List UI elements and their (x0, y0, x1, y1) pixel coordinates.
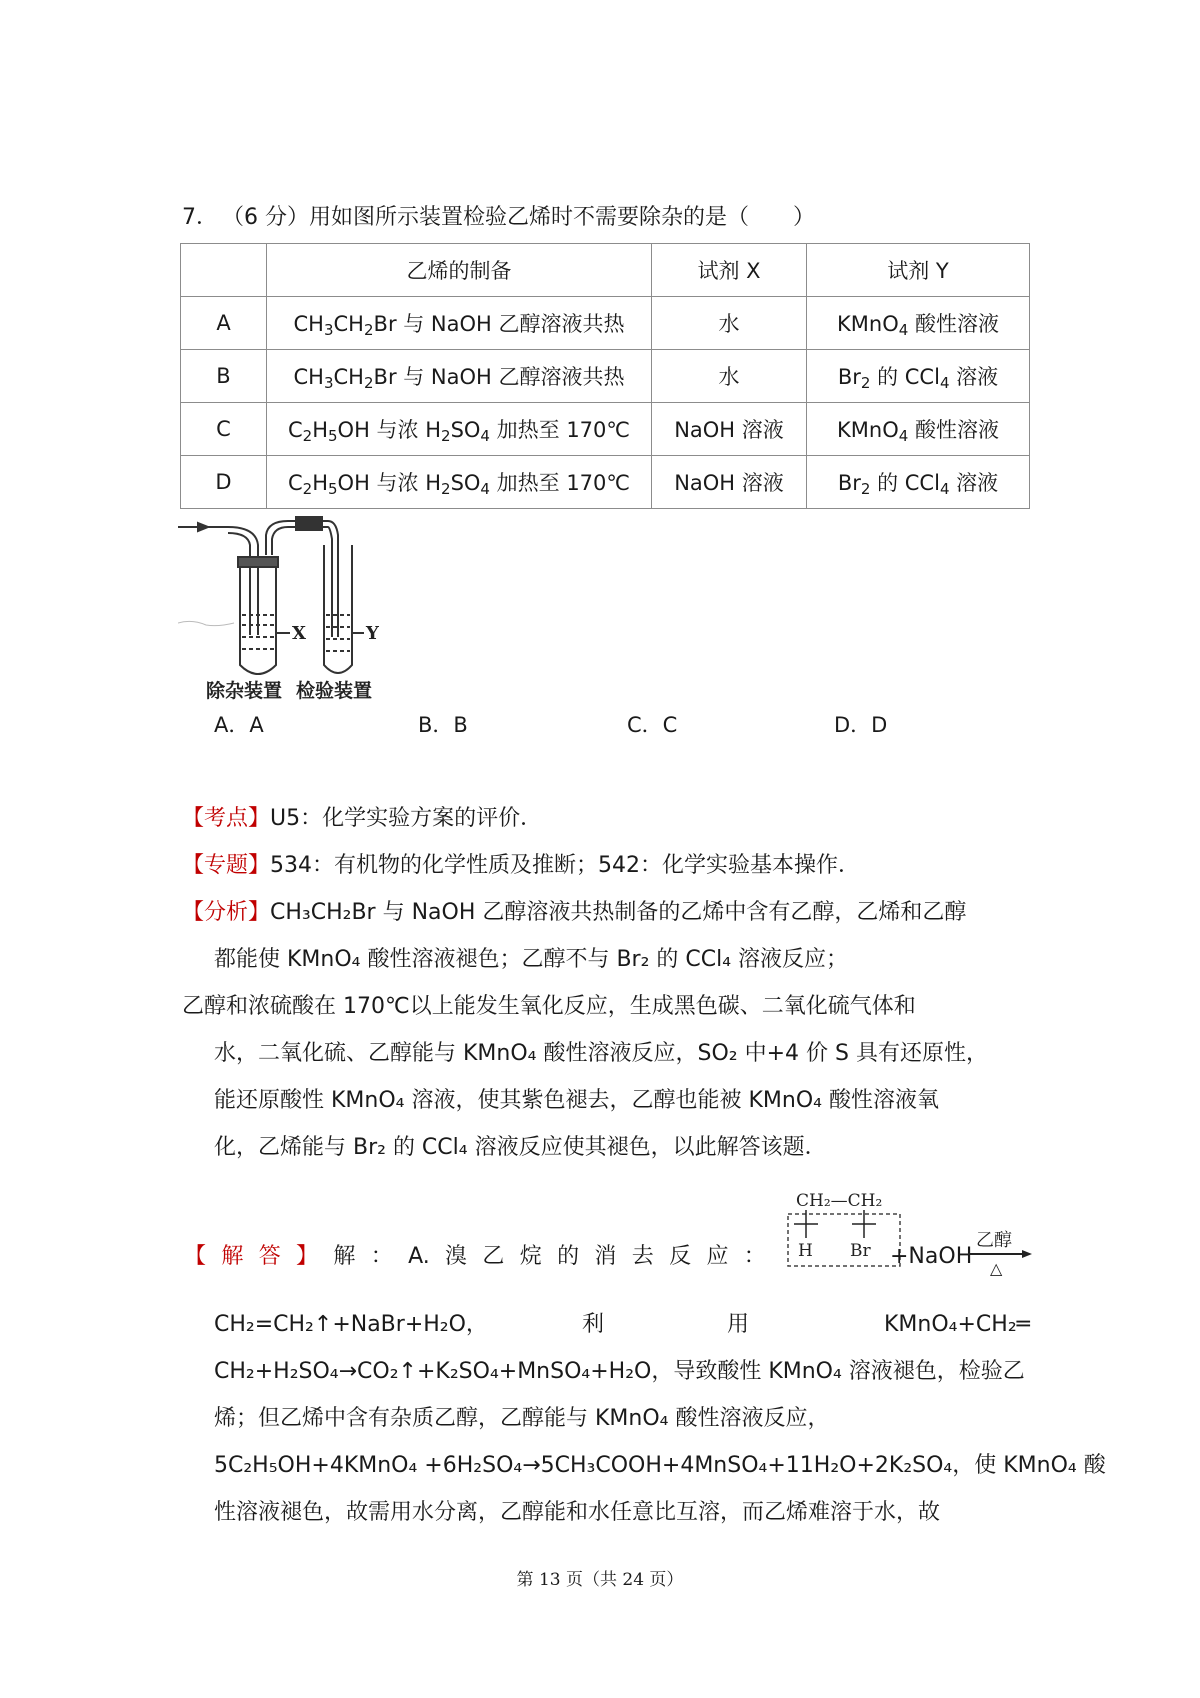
jieda-l1b: 利 (582, 1312, 605, 1337)
row-label: A (181, 297, 267, 350)
fenxi-line-1 (182, 898, 966, 928)
arrow-top: 乙醇 (976, 1230, 1012, 1251)
subscript: 4 (480, 480, 490, 498)
preparation-cell (267, 403, 652, 456)
formula-text: CH (293, 365, 324, 389)
subscript: 2 (441, 480, 451, 498)
preparation-cell (267, 456, 652, 509)
reaction-arrow (966, 1226, 1036, 1286)
jieda-char: 应 (706, 1244, 729, 1269)
formula-text: C (287, 471, 303, 495)
question-table (180, 243, 1030, 509)
question-stem: （6 分）用如图所示装置检验乙烯时不需要除杂的是（ ） (222, 205, 815, 230)
formula-text: Br (837, 365, 861, 389)
label-y: Y (366, 623, 379, 644)
subscript: 3 (323, 321, 334, 339)
formula-text: H (312, 471, 328, 495)
option-a: A．A (214, 713, 264, 737)
option-d: D．D (834, 713, 888, 737)
struct-h: H (798, 1241, 813, 1261)
formula-text: 的 CCl (870, 471, 940, 495)
formula-text: CH (293, 312, 324, 336)
subscript: 4 (939, 374, 950, 392)
question-number: 7． (182, 205, 218, 230)
formula-text: KMnO (837, 418, 899, 442)
subscript: 2 (302, 427, 313, 445)
subscript: 2 (441, 427, 451, 445)
formula-text: H (312, 418, 328, 442)
table-row (181, 456, 1030, 509)
formula-text: OH 与浓 H (337, 418, 442, 442)
subscript: 3 (323, 374, 334, 392)
formula-text: CH (333, 365, 364, 389)
formula-text: SO (450, 471, 481, 495)
subscript: 5 (328, 427, 338, 445)
preparation-cell (267, 350, 652, 403)
jieda-char: 乙 (482, 1244, 505, 1269)
table-header-cell: 试剂 X (652, 244, 807, 297)
formula-text: C (287, 418, 303, 442)
formula-text: 加热至 170℃ (489, 418, 630, 442)
naoh-text: +NaOH (890, 1244, 973, 1269)
jieda-tag-c2: 答 (258, 1244, 281, 1269)
row-label: B (181, 350, 267, 403)
zhuanti-line (182, 851, 860, 881)
kaodian-text: U5：化学实验方案的评价． (270, 806, 543, 831)
subscript: 4 (898, 321, 909, 339)
reagent-y-cell (807, 350, 1030, 403)
reagent-y-cell (807, 456, 1030, 509)
subscript: 2 (860, 480, 871, 498)
jieda-l1c: 用 (727, 1312, 750, 1337)
table-header-cell: 试剂 Y (807, 244, 1030, 297)
jieda-line (184, 1242, 766, 1272)
struct-top: CH₂—CH₂ (796, 1191, 883, 1211)
jieda-l1a: CH₂=CH₂↑+NaBr+H₂O， (214, 1312, 488, 1337)
subscript: 2 (363, 321, 374, 339)
jieda-tag-close: 】 (296, 1244, 319, 1269)
fenxi-text-1: CH₃CH₂Br 与 NaOH 乙醇溶液共热制备的乙烯中含有乙醇，乙烯和乙醇 (270, 900, 967, 925)
table-header-cell: 乙烯的制备 (267, 244, 652, 297)
formula-text: CH (333, 312, 364, 336)
subscript: 4 (939, 480, 950, 498)
table-row (181, 297, 1030, 350)
table-row (181, 350, 1030, 403)
formula-text: SO (450, 418, 481, 442)
jieda-char: ： (370, 1244, 393, 1269)
subscript: 4 (898, 427, 909, 445)
zhuanti-tag: 【专题】 (182, 853, 271, 878)
formula-text: 的 CCl (870, 365, 940, 389)
jieda-line-3: 烯；但乙烯中含有杂质乙醇，乙醇能与 KMnO₄ 酸性溶液反应， (214, 1406, 830, 1431)
preparation-cell (267, 297, 652, 350)
page-footer: 第 13 页（共 24 页） (516, 1570, 684, 1590)
option-b: B．B (418, 713, 468, 737)
subscript: 5 (328, 480, 338, 498)
jieda-l1d: KMnO₄+CH₂═ (884, 1312, 1030, 1337)
formula-text: 溶液 (949, 471, 999, 495)
jieda-char: 的 (557, 1244, 580, 1269)
jieda-char: 解 (333, 1244, 356, 1269)
table-header-cell (181, 244, 267, 297)
formula-text: 溶液 (949, 365, 999, 389)
option-c: C．C (627, 713, 678, 737)
formula-text: 酸性溶液 (908, 312, 999, 336)
jieda-line-4: 5C₂H₅OH+4KMnO₄ +6H₂SO₄→5CH₃COOH+4MnSO₄+11H₂O+2K₂SO₄，使 KMnO₄ 酸 (214, 1453, 1106, 1478)
fenxi-line-2: 都能使 KMnO₄ 酸性溶液褪色；乙醇不与 Br₂ 的 CCl₄ 溶液反应； (214, 947, 849, 972)
fenxi-line-3: 乙醇和浓硫酸在 170℃以上能发生氧化反应，生成黑色碳、二氧化硫气体和 (182, 994, 916, 1019)
reagent-x-cell: 水 (652, 350, 807, 403)
table-row (181, 403, 1030, 456)
reagent-x-cell: 水 (652, 297, 807, 350)
table-header-row (181, 244, 1030, 297)
subscript: 2 (363, 374, 374, 392)
jieda-char: 反 (669, 1244, 692, 1269)
reagent-y-cell (807, 297, 1030, 350)
formula-text: Br 与 NaOH 乙醇溶液共热 (373, 312, 625, 336)
kaodian-line (182, 804, 542, 834)
label-x: X (292, 623, 306, 644)
jieda-line-2: CH₂+H₂SO₄→CO₂↑+K₂SO₄+MnSO₄+H₂O，导致酸性 KMnO₄ 溶液褪色，检验乙 (214, 1359, 1025, 1384)
formula-text: OH 与浓 H (337, 471, 442, 495)
caption-right: 检验装置 (296, 680, 373, 702)
jieda-char: A. (408, 1244, 430, 1269)
jieda-char: 溴 (445, 1244, 468, 1269)
jieda-tag-open: 【 (184, 1244, 207, 1269)
row-label: C (181, 403, 267, 456)
fenxi-line-4: 水，二氧化硫、乙醇能与 KMnO₄ 酸性溶液反应，SO₂ 中+4 价 S 具有还原性， (214, 1041, 988, 1066)
fenxi-line-6: 化，乙烯能与 Br₂ 的 CCl₄ 溶液反应使其褪色，以此解答该题． (214, 1135, 827, 1160)
fenxi-line-5: 能还原酸性 KMnO₄ 溶液，使其紫色褪去，乙醇也能被 KMnO₄ 酸性溶液氧 (214, 1088, 939, 1113)
formula-text: 酸性溶液 (908, 418, 999, 442)
formula-text: Br 与 NaOH 乙醇溶液共热 (373, 365, 625, 389)
formula-text: KMnO (837, 312, 899, 336)
reagent-x-cell: NaOH 溶液 (652, 403, 807, 456)
jieda-tag-c1: 解 (221, 1244, 244, 1269)
formula-text: Br (837, 471, 861, 495)
reagent-y-cell (807, 403, 1030, 456)
subscript: 2 (860, 374, 871, 392)
jieda-line-5: 性溶液褪色，故需用水分离，乙醇能和水任意比互溶，而乙烯难溶于水，故 (214, 1500, 941, 1525)
subscript: 4 (480, 427, 490, 445)
formula-text: 加热至 170℃ (489, 471, 630, 495)
jieda-char: 烷 (519, 1244, 542, 1269)
arrow-bottom: △ (990, 1259, 1003, 1278)
jieda-char: 去 (631, 1244, 654, 1269)
caption-left: 除杂装置 (206, 680, 283, 702)
kaodian-tag: 【考点】 (182, 806, 271, 831)
zhuanti-text: 534：有机物的化学性质及推断；542：化学实验基本操作． (270, 853, 860, 878)
fenxi-tag: 【分析】 (182, 900, 271, 925)
subscript: 2 (302, 480, 313, 498)
row-label: D (181, 456, 267, 509)
jieda-char: ： (743, 1244, 766, 1269)
struct-br: Br (850, 1241, 871, 1261)
apparatus-figure (178, 515, 398, 705)
jieda-char: 消 (594, 1244, 617, 1269)
reagent-x-cell: NaOH 溶液 (652, 456, 807, 509)
